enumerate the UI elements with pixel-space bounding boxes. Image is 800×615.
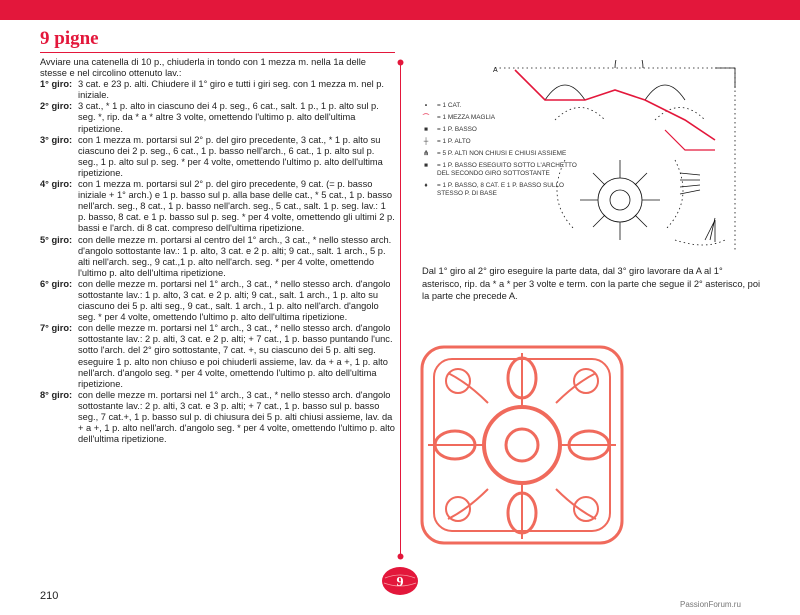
round-text: con delle mezze m. portarsi nel 1° arch., 3 cat., * nello stesso arch. d'angolo sottostante lav.: 2 p. alti, 3 cat. e 2 p. alti; + 7 cat., 1 p. basso puntando l'unc. sotto l'arch. del 2° giro sottostante, 7 cat. +, su ciascuno dei 5 p. alti seg. eseguire 1 p. alto non chiuso e poi chiuderli assieme, lav. da + a +, 1 p. alto nell'arch. d'angolo seg. * per 4 volte, omettendo l'ultimo p. alto dell'ultima ripetizione. (78, 323, 393, 389)
legend-symbol-icon: ⌒ (422, 114, 430, 121)
round-label: 1° giro: (40, 79, 73, 90)
legend-text: = 1 P. BASSO ESEGUITO SOTTO L'ARCHETTO DEL SECONDO GIRO SOTTOSTANTE (437, 162, 577, 177)
legend-item (415, 126, 585, 134)
chart-note: Dal 1° giro al 2° giro eseguire la parte data, dal 3° giro lavorare da A al 1° asterisco, rip. da * a * per 3 volte e term. con la parte che segue il 2° asterisco, poi la parte che precede A. (422, 266, 761, 302)
round-row (40, 135, 395, 179)
round-label: 7° giro: (40, 323, 73, 334)
round-row (40, 101, 395, 134)
legend-text: = 1 P. BASSO (437, 126, 477, 133)
legend-item (415, 102, 585, 110)
round-label: 3° giro: (40, 134, 73, 145)
round-text: con delle mezze m. portarsi al centro del 1° arch., 3 cat., * nello stesso arch. d'angolo sottostante lav.: 1 p. alto, 3 cat. e 2 p. alti; 9 cat., salt. 1 arch., 5 p. alti nell'arch. seg., 9 cat.,1 p. alto nell'arch. seg. * per 4 volte, omettendo l'ultimo p. alto dell'ultima ripetizione. (78, 234, 392, 278)
round-text: 3 cat. e 23 p. alti. Chiudere il 1° giro e tutti i giri seg. con 1 mezza m. nel p. iniziale. (78, 79, 385, 101)
round-label: 6° giro: (40, 278, 73, 289)
page-title: 9 pigne (40, 28, 99, 49)
round-text: con delle mezze m. portarsi nel 1° arch., 3 cat., * nello stesso arch. d'angolo sottostante lav.: 2 p. alti, 3 cat. e 3 p. alti; + 7 cat., 1 p. basso sul p. basso seg., 7 cat.+, 1 p. basso sul p. di chiusura dei 5 p. alti chiusi assieme, lav. da + a +, 1 p. alto nell'arch. d'angolo seg. * per 4 volte, omettendo l'ultimo p. alto dell'ultima ripetizione. (78, 389, 395, 445)
round-text: con 1 mezza m. portarsi sul 2° p. del giro precedente, 9 cat. (= p. basso iniziale + 1° arch.) e 1 p. basso sul p. alla base delle cat., * 5 cat., 1 p. basso nell'arch. seg., 8 cat., 1 p. basso nell'arch. seg., 5 cat., salt. 1 p. seg. lav.: 1 p. basso, 8 cat. e 1 p. basso sul p. seg. * per 4 volte, omettendo gli ultimi 2 p. bassi e l'arch. di 8 cat. compreso dell'ultima ripetizione. (78, 179, 395, 234)
legend-symbol-icon: ┼ (423, 138, 429, 145)
divider-end-icon (396, 552, 405, 561)
legend-item (415, 150, 585, 158)
crochet-square-photo (408, 333, 636, 558)
legend-text: = 1 CAT. (437, 102, 462, 109)
divider-end-icon (396, 58, 405, 67)
legend-item (415, 162, 585, 178)
round-label: 2° giro: (40, 101, 73, 112)
instructions-column (40, 57, 395, 445)
round-row (40, 235, 395, 279)
round-row (40, 390, 395, 445)
round-label: 5° giro: (40, 234, 73, 245)
legend-symbol-icon: ■ (424, 162, 428, 169)
legend-symbol-icon: ♦ (424, 182, 428, 189)
chart-legend (415, 102, 585, 202)
column-divider (400, 60, 401, 555)
top-color-bar (0, 0, 800, 20)
legend-item (415, 182, 585, 198)
round-label: 8° giro: (40, 389, 73, 400)
round-row (40, 179, 395, 234)
intro-text: Avviare una catenella di 10 p., chiuderla in tondo con 1 mezza m. nella 1a delle stesse e nel circolino ottenuto lav.: (40, 57, 366, 79)
round-row (40, 79, 395, 101)
legend-symbol-icon: ⋔ (423, 150, 429, 157)
watermark: PassionForum.ru (680, 600, 741, 609)
svg-text:A: A (493, 67, 498, 74)
legend-symbol-icon: ■ (424, 126, 428, 133)
page-number: 210 (40, 590, 59, 602)
round-text: con 1 mezza m. portarsi sul 2° p. del giro precedente, 3 cat., * 1 p. alto su ciascuno dei 2 p. seg., 6 cat., 1 p. basso nell'arch., 6 cat., 1 p. alto sul p. seg., 1 p. alto sul p. seg. * per 4 volte, omettendo l'ultimo p. alto dell'ultima ripetizione. (78, 134, 383, 178)
legend-item (415, 114, 585, 122)
badge-number: 9 (396, 575, 404, 590)
round-text: con delle mezze m. portarsi nel 1° arch., 3 cat., * nello stesso arch. d'angolo sottostante lav.: 1 p. alto, 3 cat. e 2 p. alti; 9 cat., salt. 1 arch., 1 p. alto su ciascuno dei 5 p. alti seg., 9 cat., salt. 1 arch., 1 p. alto nell'arch. d'angolo seg. * per 4 volte, omettendo l'ultimo p. alto dell'ultima ripetizione. (78, 278, 391, 323)
legend-text: = 5 P. ALTI NON CHIUSI E CHIUSI ASSIEME (437, 150, 567, 157)
round-label: 4° giro: (40, 179, 73, 190)
legend-symbol-icon: • (424, 102, 428, 109)
legend-text: = 1 P. ALTO (437, 138, 471, 145)
round-text: 3 cat., * 1 p. alto in ciascuno dei 4 p. seg., 6 cat., salt. 1 p., 1 p. alto sul p. seg. *, rip. da * a * altre 3 volte, omettendo l'ultimo p. alto dell'ultima ripetizione. (78, 101, 379, 134)
yarn-ball-badge-icon (381, 566, 419, 596)
legend-item (415, 138, 585, 146)
round-row (40, 323, 395, 390)
title-underline (40, 52, 395, 53)
round-row (40, 279, 395, 323)
legend-text: = 1 P. BASSO, 8 CAT. E 1 P. BASSO SULLO STESSO P. DI BASE (437, 182, 564, 197)
legend-text: = 1 MEZZA MAGLIA (437, 114, 496, 121)
